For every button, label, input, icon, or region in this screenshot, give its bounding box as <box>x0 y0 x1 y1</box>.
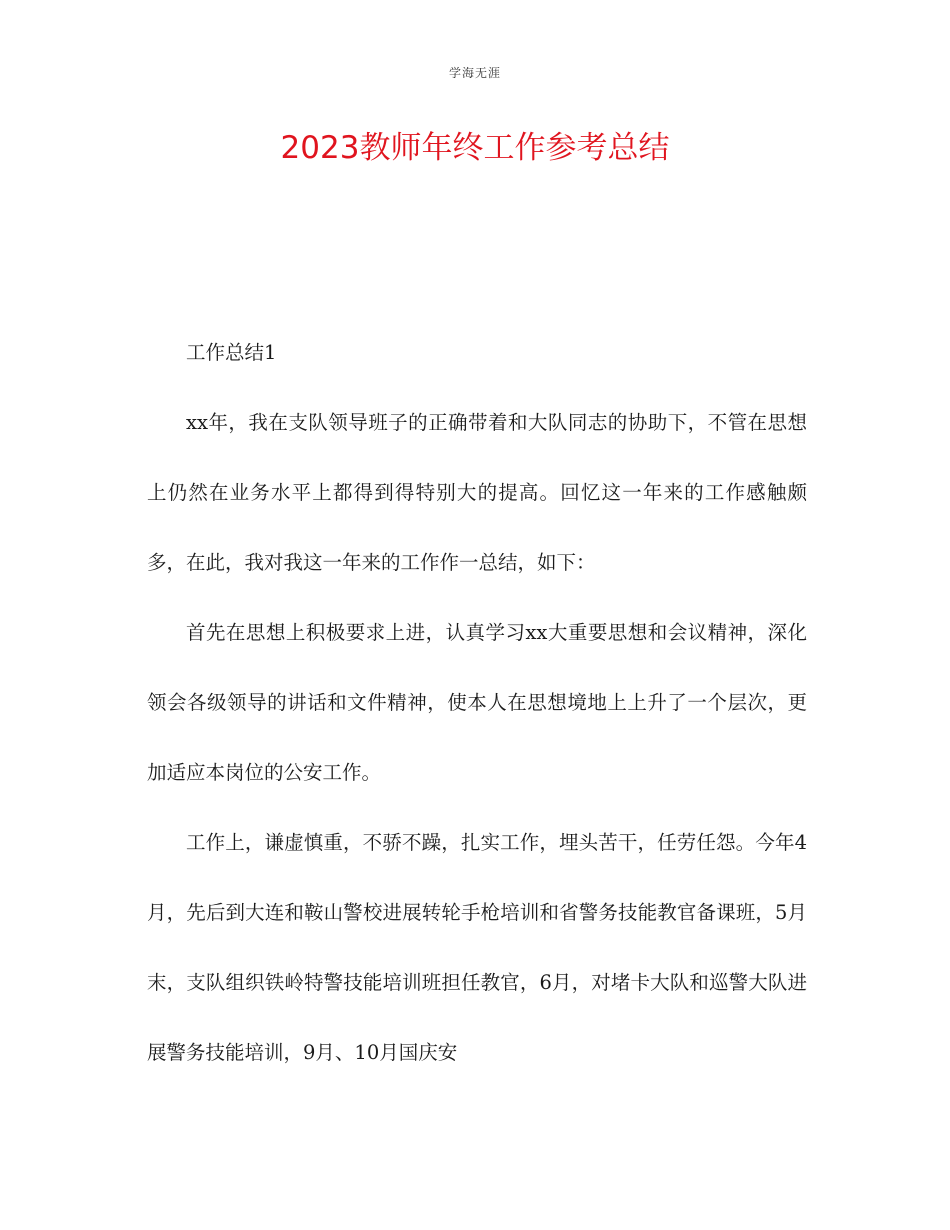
paragraph: xx年，我在支队领导班子的正确带着和大队同志的协助下，不管在思想上仍然在业务水平上都得到得特别大的提高。回忆这一年来的工作感触颇多，在此，我对我这一年来的工作作一总结，如下： <box>147 411 807 574</box>
section-heading: 工作总结1 <box>186 341 277 364</box>
document-body <box>147 318 807 1088</box>
paragraph: 首先在思想上积极要求上进，认真学习xx大重要思想和会议精神，深化领会各级领导的讲话和文件精神，使本人在思想境地上上升了一个层次，更加适应本岗位的公安工作。 <box>147 621 807 784</box>
paragraph: 工作上，谦虚慎重，不骄不躁，扎实工作，埋头苦干，任劳任怨。今年4月，先后到大连和鞍山警校进展转轮手枪培训和省警务技能教官备课班，5月末，支队组织铁岭特警技能培训班担任教官，6月，对堵卡大队和巡警大队进展警务技能培训，9月、10月国庆安 <box>147 831 807 1064</box>
document-title: 2023教师年终工作参考总结 <box>280 130 670 166</box>
page-header: 学海无涯 <box>448 66 501 80</box>
